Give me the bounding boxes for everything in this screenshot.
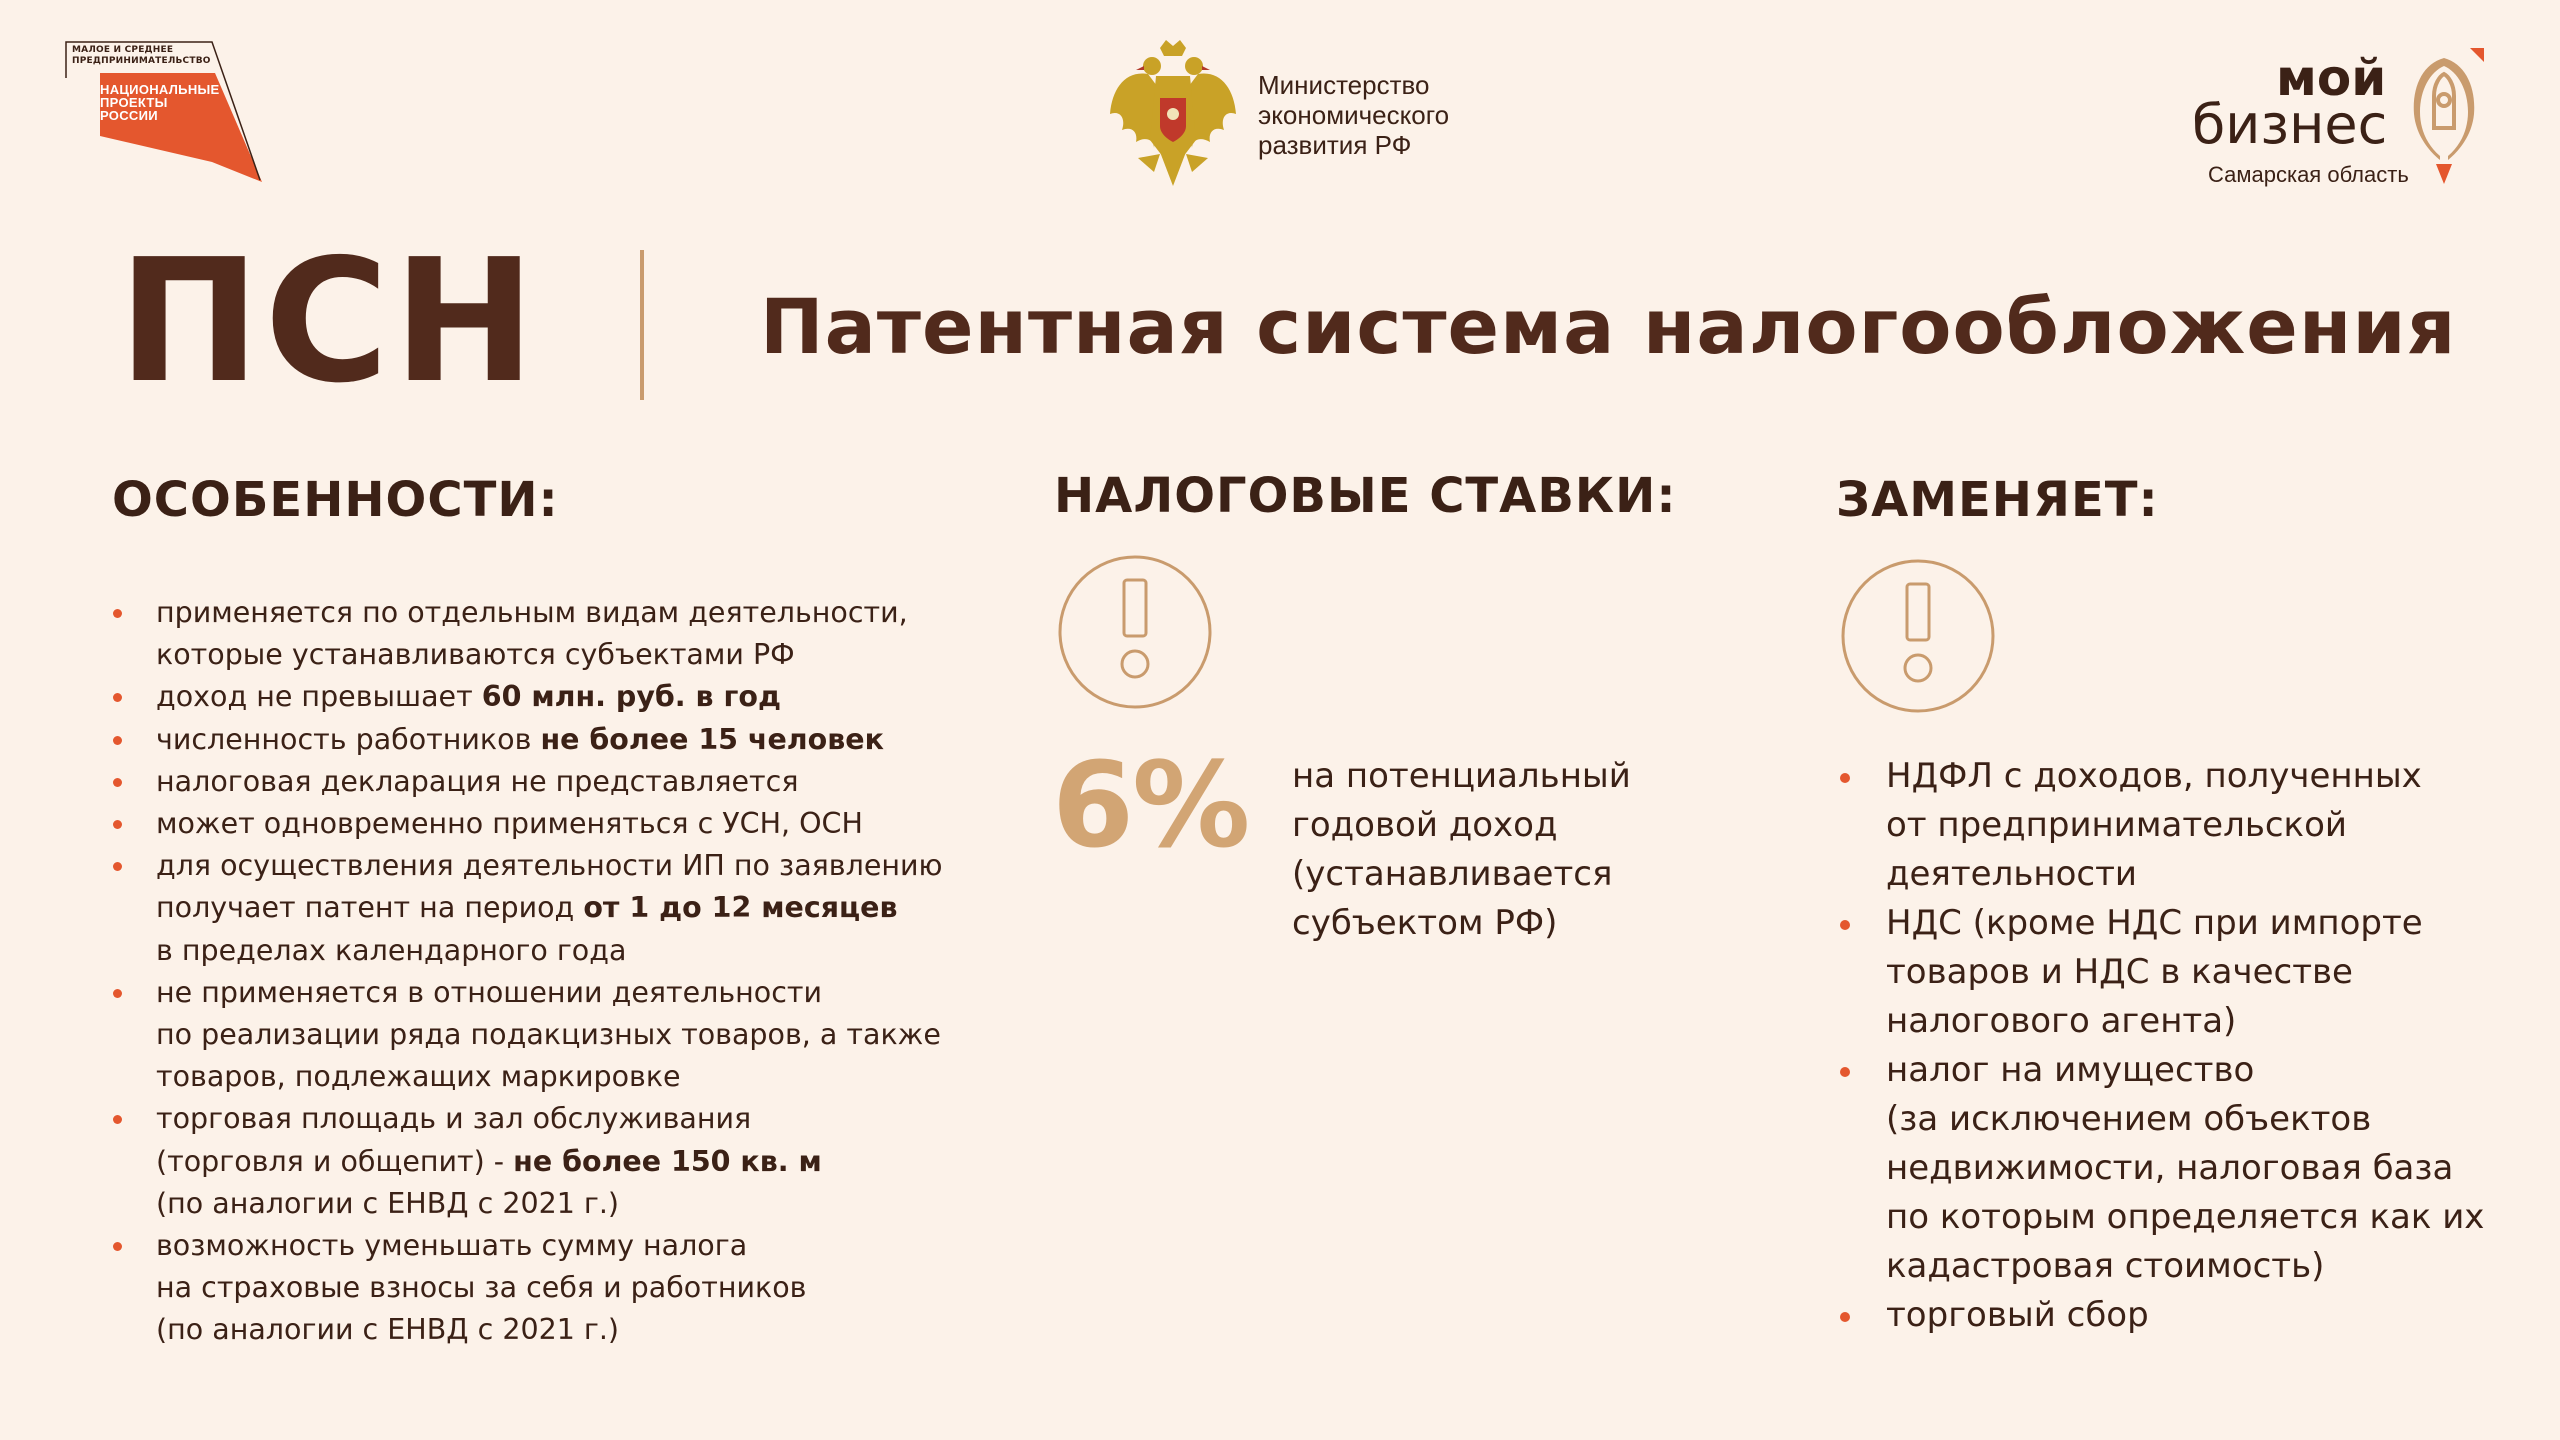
feature-text: торговая площадь и зал обслуживания (торговля и общепит) - [156, 1102, 752, 1178]
replaces-item: торговый сбор [1836, 1291, 2516, 1340]
feature-text: (по аналогии с ЕНВД с 2021 г.) [156, 1186, 620, 1220]
feature-item [108, 972, 968, 1099]
rocket-pin-icon [2400, 44, 2490, 184]
feature-highlight: не более 150 кв. м [513, 1144, 822, 1178]
feature-text: может одновременно применяться с УСН, ОСН [156, 807, 863, 841]
np-top-text: МАЛОЕ И СРЕДНЕЕ ПРЕДПРИНИМАТЕЛЬСТВО [72, 45, 211, 66]
page-title: Патентная система налогообложения [760, 282, 2457, 371]
feature-text: не применяется в отношении деятельности по реализации ряда подакцизных товаров, а также товаров, подлежащих маркировке [156, 975, 941, 1094]
feature-item [108, 719, 968, 761]
feature-item [108, 1098, 968, 1225]
feature-text: доход не превышает [156, 680, 482, 714]
feature-highlight: не более 15 человек [540, 722, 884, 756]
exclamation-circle-icon [1838, 556, 1998, 716]
national-projects-logo [62, 40, 272, 190]
moy-biznes-word-1: мой [2276, 49, 2387, 107]
replaces-item: НДС (кроме НДС при импорте товаров и НДС в качестве налогового агента) [1836, 899, 2516, 1046]
feature-text: для осуществления деятельности ИП по заявлению получает патент на период [156, 849, 943, 925]
feature-text: возможность уменьшать сумму налога на страховые взносы за себя и работников (по аналогии с ЕНВД с 2021 г.) [156, 1229, 807, 1347]
rates-heading: НАЛОГОВЫЕ СТАВКИ: [1054, 468, 1677, 524]
moy-biznes-word-2: бизнес [2192, 93, 2388, 156]
feature-highlight: от 1 до 12 месяцев [583, 891, 898, 925]
feature-text: в пределах календарного года [156, 933, 627, 967]
feature-item [108, 761, 968, 803]
title-abbreviation: ПСН [118, 223, 540, 421]
exclamation-circle-icon [1055, 552, 1215, 712]
title-divider [640, 250, 644, 400]
ministry-name: Министерство экономического развития РФ [1258, 70, 1450, 160]
russian-coat-of-arms-icon [1108, 40, 1238, 190]
feature-text: численность работников [156, 722, 541, 756]
replaces-heading: ЗАМЕНЯЕТ: [1836, 472, 2159, 528]
tax-rate-value: 6% [1052, 736, 1249, 874]
moy-biznes-region: Самарская область [2208, 162, 2409, 187]
feature-item [108, 592, 968, 676]
feature-item [108, 845, 968, 972]
feature-item [108, 1225, 968, 1352]
replaces-item: НДФЛ с доходов, полученных от предпринимательской деятельности [1836, 752, 2516, 899]
features-heading: ОСОБЕННОСТИ: [112, 472, 559, 528]
features-list [108, 592, 968, 1352]
feature-highlight: 60 млн. руб. в год [481, 680, 781, 714]
np-badge-text: НАЦИОНАЛЬНЫЕ ПРОЕКТЫ РОССИИ [100, 82, 220, 123]
feature-item [108, 676, 968, 718]
feature-item [108, 803, 968, 845]
feature-text: налоговая декларация не представляется [156, 764, 799, 798]
feature-text: применяется по отдельным видам деятельности, которые устанавливаются субъектами РФ [156, 596, 908, 672]
replaces-item: налог на имущество (за исключением объектов недвижимости, налоговая база по которым определяется как их кадастровая стоимость) [1836, 1046, 2516, 1291]
replaces-list [1836, 752, 2516, 1340]
tax-rate-description: на потенциальный годовой доход (устанавливается субъектом РФ) [1292, 756, 1631, 943]
